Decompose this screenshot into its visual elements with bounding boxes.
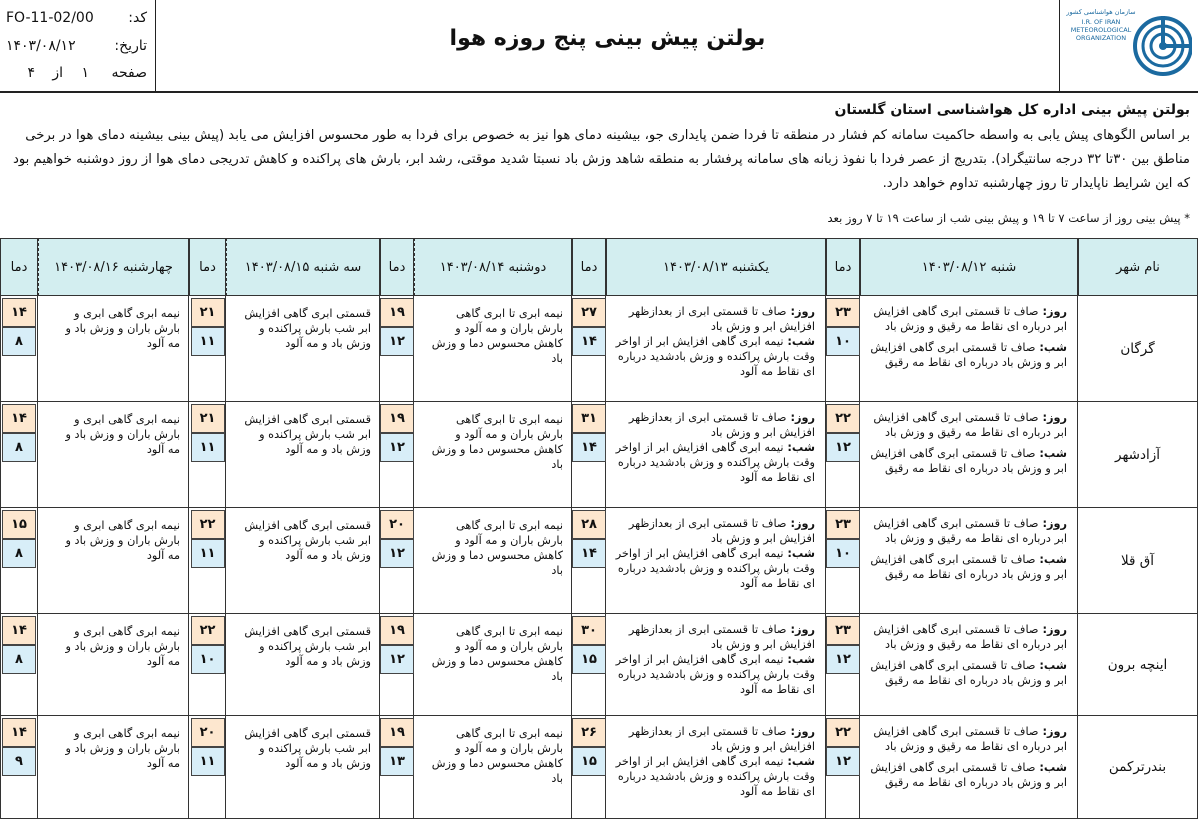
city-name: گرگان xyxy=(1078,296,1198,402)
max-temp-box: ۲۱ xyxy=(191,298,225,327)
max-temp-box: ۲۳ xyxy=(826,510,860,539)
forecast-text-day-3: نیمه ابری تا ابری گاهی بارش باران و مه آلود و کاهش محسوس دما و وزش باد xyxy=(414,508,572,614)
day-label: روز: xyxy=(786,725,815,738)
max-temp-box: ۲۳ xyxy=(826,616,860,645)
day-label: روز: xyxy=(1038,305,1067,318)
min-temp-box: ۱۲ xyxy=(826,433,860,462)
page-total: ۴ xyxy=(27,65,35,81)
min-temp-box: ۱۴ xyxy=(572,539,606,568)
column-header-temp-2: دما xyxy=(572,238,606,296)
night-label: شب: xyxy=(783,547,815,560)
day-label: روز: xyxy=(786,517,815,530)
day-forecast: روز: صاف تا قسمتی ابری از بعدازظهر افزایش ابر و وزش باد xyxy=(628,305,815,333)
night-forecast: شب: نیمه ابری گاهی افزایش ابر از اواخر وقت بارش پراکنده و وزش بادشدید درباره ای نقاط مه آلود xyxy=(615,335,815,378)
night-label: شب: xyxy=(783,653,815,666)
min-temp-box: ۱۰ xyxy=(826,327,860,356)
forecast-text-day-3: نیمه ابری تا ابری گاهی بارش باران و مه آلود و کاهش محسوس دما و وزش باد xyxy=(414,402,572,508)
forecast-text-day-5: نیمه ابری گاهی ابری و بارش باران و وزش باد و مه آلود xyxy=(38,614,189,716)
max-temp-box: ۱۴ xyxy=(2,616,36,645)
night-forecast: شب: صاف تا قسمتی ابری گاهی افزایش ابر و وزش باد درباره ای نقاط مه رقیق xyxy=(870,761,1067,789)
night-label: شب: xyxy=(783,755,815,768)
day-forecast: روز: صاف تا قسمتی ابری از بعدازظهر افزایش ابر و وزش باد xyxy=(628,725,815,753)
max-temp-box: ۱۴ xyxy=(2,404,36,433)
max-temp-box: ۳۰ xyxy=(572,616,606,645)
column-header-temp-1: دما xyxy=(826,238,860,296)
day-label: روز: xyxy=(1038,725,1067,738)
night-label: شب: xyxy=(1035,659,1067,672)
code-value: FO-11-02/00 xyxy=(6,10,94,26)
column-header-temp-4: دما xyxy=(189,238,226,296)
page-row xyxy=(6,65,147,85)
min-temp-box: ۱۲ xyxy=(826,747,860,776)
day-forecast: روز: صاف تا قسمتی ابری گاهی افزایش ابر درباره ای نقاط مه رقیق و وزش باد xyxy=(873,305,1067,333)
meteorological-organization-logo xyxy=(1060,0,1198,91)
night-label: شب: xyxy=(1035,761,1067,774)
forecast-text-day-5: نیمه ابری گاهی ابری و بارش باران و وزش باد و مه آلود xyxy=(38,716,189,819)
day-forecast: روز: صاف تا قسمتی ابری گاهی افزایش ابر درباره ای نقاط مه رقیق و وزش باد xyxy=(873,411,1067,439)
forecast-text-day-4: قسمتی ابری گاهی افزایش ابر شب بارش پراکنده و وزش باد و مه آلود xyxy=(226,296,380,402)
day-label: روز: xyxy=(786,623,815,636)
min-temp-box: ۱۳ xyxy=(380,747,414,776)
code-row xyxy=(6,10,147,30)
min-temp-box: ۸ xyxy=(2,433,36,462)
day-forecast: روز: صاف تا قسمتی ابری از بعدازظهر افزایش ابر و وزش باد xyxy=(628,411,815,439)
max-temp-box: ۱۹ xyxy=(380,404,414,433)
forecast-text-day-5: نیمه ابری گاهی ابری و بارش باران و وزش باد و مه آلود xyxy=(38,402,189,508)
night-forecast: شب: صاف تا قسمتی ابری گاهی افزایش ابر و وزش باد درباره ای نقاط مه رقیق xyxy=(870,553,1067,581)
forecast-text-day-4: قسمتی ابری گاهی افزایش ابر شب بارش پراکنده و وزش باد و مه آلود xyxy=(226,508,380,614)
day-forecast: روز: صاف تا قسمتی ابری گاهی افزایش ابر درباره ای نقاط مه رقیق و وزش باد xyxy=(873,517,1067,545)
night-forecast: شب: صاف تا قسمتی ابری گاهی افزایش ابر و وزش باد درباره ای نقاط مه رقیق xyxy=(870,659,1067,687)
min-temp-box: ۱۱ xyxy=(191,433,225,462)
forecast-table xyxy=(0,238,1198,819)
day-forecast: روز: صاف تا قسمتی ابری گاهی افزایش ابر درباره ای نقاط مه رقیق و وزش باد xyxy=(873,725,1067,753)
intro-heading: بولتن پیش بینی اداره کل هواشناسی استان گلستان xyxy=(834,102,1190,118)
min-temp-box: ۱۲ xyxy=(380,539,414,568)
night-forecast: شب: نیمه ابری گاهی افزایش ابر از اواخر وقت بارش پراکنده و وزش بادشدید درباره ای نقاط مه آلود xyxy=(615,547,815,590)
column-header-city: نام شهر xyxy=(1078,238,1198,296)
night-label: شب: xyxy=(1035,553,1067,566)
column-header-day-5: چهارشنبه ۱۴۰۳/۰۸/۱۶ xyxy=(38,238,189,296)
page-title: بولتن پیش بینی پنج روزه هوا xyxy=(156,0,1060,91)
bulletin-header xyxy=(0,0,1198,93)
day-label: روز: xyxy=(1038,411,1067,424)
logo-emblem-icon xyxy=(1130,10,1192,80)
column-header-day-4: سه شنبه ۱۴۰۳/۰۸/۱۵ xyxy=(226,238,380,296)
city-name: اینچه برون xyxy=(1078,614,1198,716)
table-frame xyxy=(0,238,1198,819)
min-temp-box: ۱۴ xyxy=(572,327,606,356)
night-label: شب: xyxy=(1035,341,1067,354)
max-temp-box: ۳۱ xyxy=(572,404,606,433)
night-label: شب: xyxy=(783,335,815,348)
min-temp-box: ۹ xyxy=(2,747,36,776)
min-temp-box: ۱۲ xyxy=(380,327,414,356)
min-temp-box: ۸ xyxy=(2,645,36,674)
forecast-text-day-3: نیمه ابری تا ابری گاهی بارش باران و مه آلود و کاهش محسوس دما و وزش باد xyxy=(414,716,572,819)
forecast-text-day-4: قسمتی ابری گاهی افزایش ابر شب بارش پراکنده و وزش باد و مه آلود xyxy=(226,402,380,508)
night-forecast: شب: صاف تا قسمتی ابری گاهی افزایش ابر و وزش باد درباره ای نقاط مه رقیق xyxy=(870,447,1067,475)
day-forecast: روز: صاف تا قسمتی ابری گاهی افزایش ابر درباره ای نقاط مه رقیق و وزش باد xyxy=(873,623,1067,651)
min-temp-box: ۱۰ xyxy=(191,645,225,674)
city-name: بندرترکمن xyxy=(1078,716,1198,819)
min-temp-box: ۱۵ xyxy=(572,645,606,674)
column-header-temp-3: دما xyxy=(380,238,414,296)
forecast-text-day-5: نیمه ابری گاهی ابری و بارش باران و وزش باد و مه آلود xyxy=(38,508,189,614)
max-temp-box: ۲۳ xyxy=(826,298,860,327)
day-label: روز: xyxy=(786,305,815,318)
max-temp-box: ۱۴ xyxy=(2,298,36,327)
page-label: صفحه xyxy=(111,65,147,81)
max-temp-box: ۲۲ xyxy=(191,616,225,645)
max-temp-box: ۲۰ xyxy=(191,718,225,747)
column-header-day-1: شنبه ۱۴۰۳/۰۸/۱۲ xyxy=(860,238,1078,296)
min-temp-box: ۱۲ xyxy=(380,645,414,674)
city-name: آزادشهر xyxy=(1078,402,1198,508)
forecast-time-note: * پیش بینی روز از ساعت ۷ تا ۱۹ و پیش بینی شب از ساعت ۱۹ تا ۷ روز بعد xyxy=(827,211,1190,225)
night-forecast: شب: نیمه ابری گاهی افزایش ابر از اواخر وقت بارش پراکنده و وزش بادشدید درباره ای نقاط مه آلود xyxy=(615,441,815,484)
max-temp-box: ۱۹ xyxy=(380,298,414,327)
column-header-temp-5: دما xyxy=(0,238,38,296)
page-current: ۱ xyxy=(81,65,89,81)
max-temp-box: ۱۹ xyxy=(380,718,414,747)
forecast-text-day-4: قسمتی ابری گاهی افزایش ابر شب بارش پراکنده و وزش باد و مه آلود xyxy=(226,716,380,819)
day-forecast: روز: صاف تا قسمتی ابری از بعدازظهر افزایش ابر و وزش باد xyxy=(628,623,815,651)
date-value: ۱۴۰۳/۰۸/۱۲ xyxy=(6,38,76,54)
date-row xyxy=(6,38,147,58)
max-temp-box: ۱۹ xyxy=(380,616,414,645)
min-temp-box: ۱۱ xyxy=(191,539,225,568)
max-temp-box: ۲۰ xyxy=(380,510,414,539)
night-forecast: شب: نیمه ابری گاهی افزایش ابر از اواخر وقت بارش پراکنده و وزش بادشدید درباره ای نقاط مه آلود xyxy=(615,755,815,798)
logo-text-fa: سازمان هواشناسی کشور xyxy=(1066,8,1136,16)
min-temp-box: ۱۱ xyxy=(191,327,225,356)
forecast-text-day-3: نیمه ابری تا ابری گاهی بارش باران و مه آلود و کاهش محسوس دما و وزش باد xyxy=(414,296,572,402)
column-header-day-3: دوشنبه ۱۴۰۳/۰۸/۱۴ xyxy=(414,238,572,296)
min-temp-box: ۱۲ xyxy=(826,645,860,674)
max-temp-box: ۲۶ xyxy=(572,718,606,747)
max-temp-box: ۲۸ xyxy=(572,510,606,539)
min-temp-box: ۱۰ xyxy=(826,539,860,568)
day-label: روز: xyxy=(786,411,815,424)
intro-section xyxy=(10,102,1190,196)
max-temp-box: ۱۴ xyxy=(2,718,36,747)
night-forecast: شب: صاف تا قسمتی ابری گاهی افزایش ابر و وزش باد درباره ای نقاط مه رقیق xyxy=(870,341,1067,369)
city-name: آق قلا xyxy=(1078,508,1198,614)
document-meta xyxy=(0,0,156,91)
day-label: روز: xyxy=(1038,623,1067,636)
page-of: از xyxy=(52,65,63,81)
min-temp-box: ۸ xyxy=(2,327,36,356)
code-label: کد: xyxy=(128,10,147,26)
day-label: روز: xyxy=(1038,517,1067,530)
max-temp-box: ۲۲ xyxy=(826,718,860,747)
forecast-text-day-5: نیمه ابری گاهی ابری و بارش باران و وزش باد و مه آلود xyxy=(38,296,189,402)
min-temp-box: ۱۴ xyxy=(572,433,606,462)
max-temp-box: ۱۵ xyxy=(2,510,36,539)
forecast-text-day-3: نیمه ابری تا ابری گاهی بارش باران و مه آلود و کاهش محسوس دما و وزش باد xyxy=(414,614,572,716)
column-header-day-2: یکشنبه ۱۴۰۳/۰۸/۱۳ xyxy=(606,238,826,296)
max-temp-box: ۲۲ xyxy=(191,510,225,539)
night-label: شب: xyxy=(1035,447,1067,460)
min-temp-box: ۸ xyxy=(2,539,36,568)
logo-text-en: I.R. OF IRAN METEOROLOGICAL ORGANIZATION xyxy=(1070,18,1132,42)
forecast-text-day-4: قسمتی ابری گاهی افزایش ابر شب بارش پراکنده و وزش باد و مه آلود xyxy=(226,614,380,716)
max-temp-box: ۲۷ xyxy=(572,298,606,327)
night-forecast: شب: نیمه ابری گاهی افزایش ابر از اواخر وقت بارش پراکنده و وزش بادشدید درباره ای نقاط مه آلود xyxy=(615,653,815,696)
intro-body: بر اساس الگوهای پیش یابی به واسطه حاکمیت سامانه کم فشار در منطقه تا فردا ضمن پایداری جو، بیشینه دمای هوا نیز به خصوص برای فردا به طور محسوس افزایش می یابد (پیش بینی بیشینه دمای هوا در برخی مناطق بین ۳۰تا ۳۲ درجه سانتیگراد). بتدریج از عصر فردا با نفوذ زبانه های سامانه پرفشار به منطقه شاهد وزش باد نسبتا شدید موقتی، رشد ابر، بارش های پراکنده و کاهش تدریجی دمای هوا از روز دوشنبه خواهیم بود که این شرایط ناپایدار تا روز چهارشنبه تداوم خواهد دارد. xyxy=(13,128,1190,191)
night-label: شب: xyxy=(783,441,815,454)
day-forecast: روز: صاف تا قسمتی ابری از بعدازظهر افزایش ابر و وزش باد xyxy=(628,517,815,545)
min-temp-box: ۱۵ xyxy=(572,747,606,776)
max-temp-box: ۲۲ xyxy=(826,404,860,433)
date-label: تاریخ: xyxy=(114,38,147,54)
min-temp-box: ۱۱ xyxy=(191,747,225,776)
max-temp-box: ۲۱ xyxy=(191,404,225,433)
min-temp-box: ۱۲ xyxy=(380,433,414,462)
